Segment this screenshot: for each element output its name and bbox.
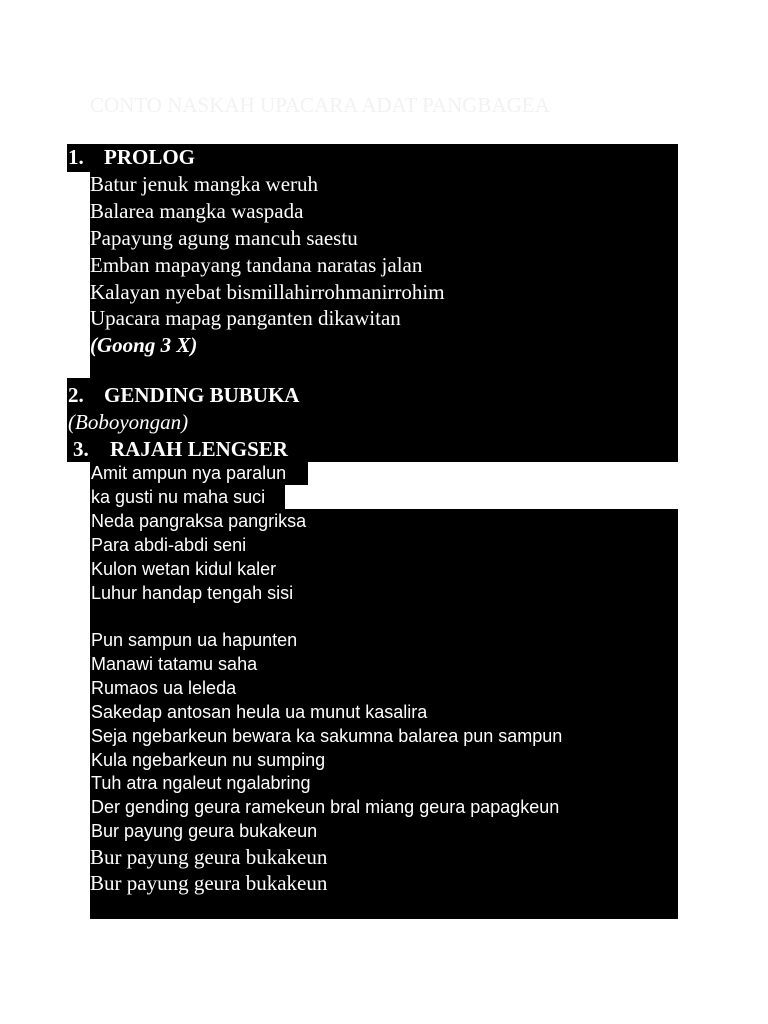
rajah-line: Kula ngebarkeun nu sumping	[91, 750, 326, 770]
section-1-number: 1.	[68, 145, 84, 169]
section-3-number: 3.	[73, 437, 89, 461]
document-title: CONTO NASKAH UPACARA ADAT PANGBAGEA	[90, 93, 550, 117]
rajah-line: Seja ngebarkeun bewara ka sakumna balarea pun sampun	[91, 726, 563, 746]
rajah-line: Tuh atra ngaleut ngalabring	[91, 773, 311, 793]
section-2-note: (Boboyongan)	[68, 410, 189, 434]
rajah-line: Bur payung geura bukakeun	[90, 845, 328, 869]
rajah-line: Luhur handap tengah sisi	[91, 583, 294, 603]
rajah-line: Sakedap antosan heula ua munut kasalira	[91, 702, 428, 722]
section-3-heading: RAJAH LENGSER	[110, 437, 288, 461]
rajah-line: Manawi tatamu saha	[91, 654, 258, 674]
prolog-line: Balarea mangka waspada	[90, 199, 304, 223]
section-1-heading: PROLOG	[104, 145, 196, 169]
section-2-number: 2.	[68, 383, 84, 407]
rajah-line: Bur payung geura bukakeun	[90, 871, 328, 895]
rajah-line: ka gusti nu maha suci	[91, 487, 266, 507]
prolog-note: (Goong 3 X)	[90, 333, 198, 357]
prolog-line: Upacara mapag panganten dikawitan	[90, 306, 401, 330]
rajah-line: Der gending geura ramekeun bral miang geura papagkeun	[91, 797, 560, 817]
rajah-line: Amit ampun nya paralun	[91, 463, 287, 483]
rajah-line: Pun sampun ua hapunten	[91, 630, 298, 650]
prolog-line: Papayung agung mancuh saestu	[90, 226, 358, 250]
rajah-line: Rumaos ua leleda	[91, 678, 237, 698]
rajah-line: Para abdi-abdi seni	[91, 535, 247, 555]
rajah-line: Neda pangraksa pangriksa	[91, 511, 307, 531]
prolog-line: Kalayan nyebat bismillahirrohmanirrohim	[90, 280, 445, 304]
section-2-heading: GENDING BUBUKA	[104, 383, 300, 407]
rajah-line: Bur payung geura bukakeun	[91, 821, 318, 841]
prolog-line: Batur jenuk mangka weruh	[90, 172, 319, 196]
prolog-line: Emban mapayang tandana naratas jalan	[90, 253, 423, 277]
rajah-line: Kulon wetan kidul kaler	[91, 559, 277, 579]
